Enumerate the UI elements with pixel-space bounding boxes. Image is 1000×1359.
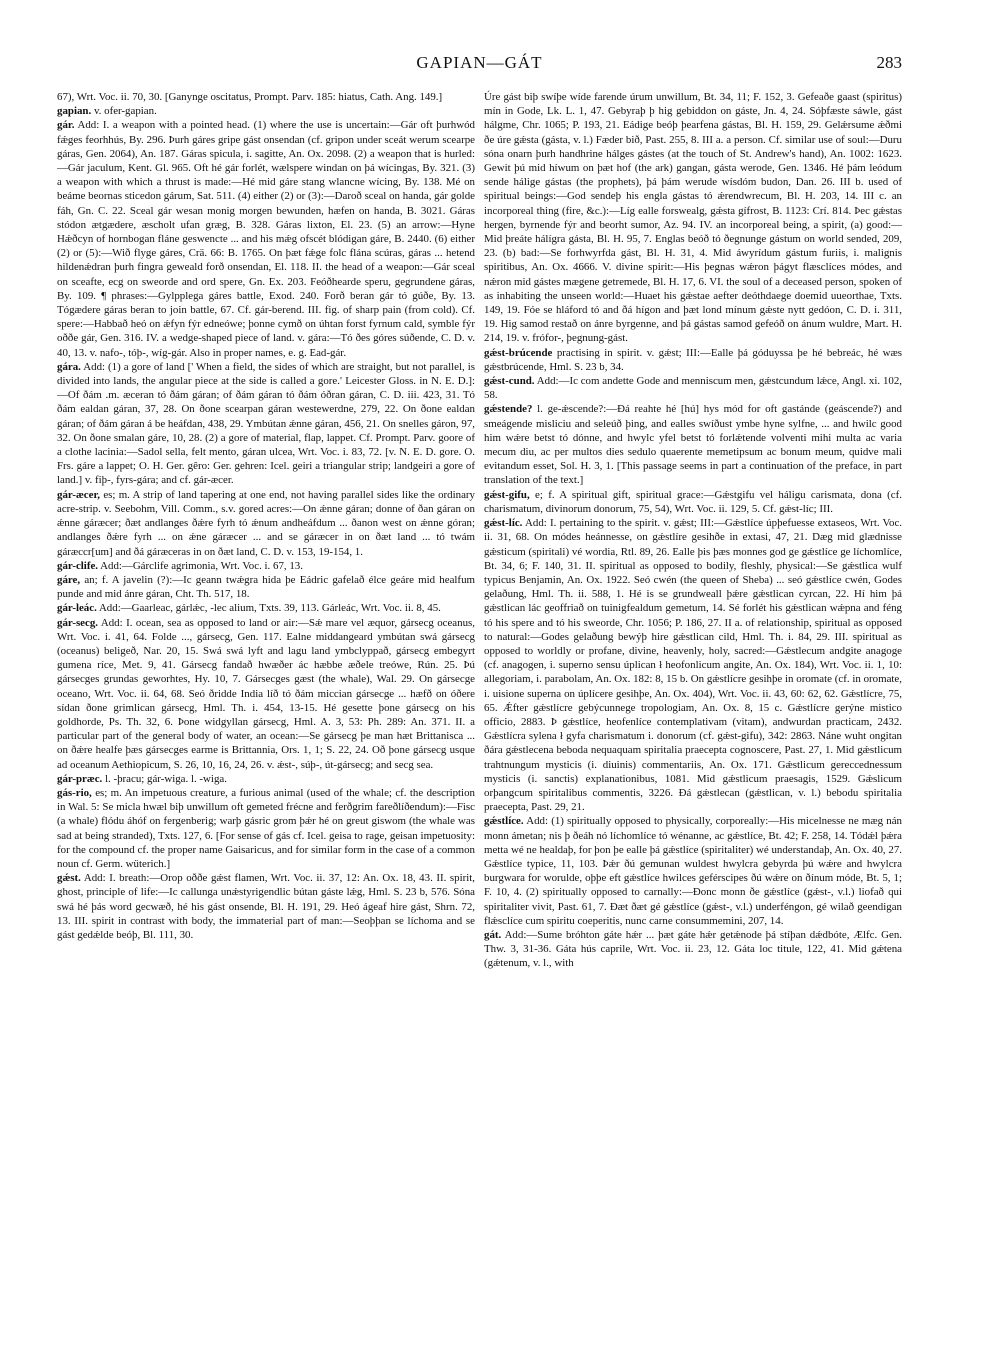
entry-text: l. -þracu; gár-wiga. l. -wiga. [105, 772, 227, 785]
entry-headword: gapian. [57, 105, 92, 118]
entry-text: e; f. A spiritual gift, spiritual grace:—Gǽstgifu vel háligu carismata, dona (cf. charismatum, divinorum donorum, 75, 54), Wrt. Voc. ii. 129, 5. Cf. gǽst-líc; III. [484, 488, 902, 515]
left-column [57, 90, 475, 1340]
dictionary-entry [57, 616, 475, 772]
entry-headword: gǽst-cund. [484, 375, 535, 388]
right-column [484, 90, 902, 1340]
entry-headword: gár-præc. [57, 772, 103, 785]
page-number: 283 [876, 53, 902, 72]
dictionary-entry [57, 104, 475, 118]
entry-headword: gár-leác. [57, 602, 97, 615]
entry-headword: gár. [57, 119, 75, 132]
entry-text: Add:—Gaarleac, gárlǽc, -lec alium, Txts. 39, 113. Gárleác, Wrt. Voc. ii. 8, 45. [98, 602, 441, 615]
entry-text: Add: I. ocean, sea as opposed to land or air:—Sǽ mare vel æquor, gársecg oceanus, Wrt. Voc. i. 41, 64. Folde ..., gársecg, Gen. 117. Ealne middangeard ymbútan swá gársecg (oceanus) beligeð, Nar. 20, 15. Swá swá lyft and lagu land ymbclyppað, gársecg embegyrt gumena ríce, Met. 9, 41. Gársecg fandað hwæðer ác hæbbe æðele treówe, Rún. 25. Þú gársecges grundas geworhtes, Hy. 10, 7. Gársecges gæst (the whale), Wal. 29. On gársecge oceano, Wrt. Voc. ii. 64, 68. Seó ðridde India líð tó ðám miccian gársecge ... hæfð on óðere sídan ðone grimlican gársecg, Hml. Th. i. 454, 13-15. Hé gesette þone gársecg on his goldhorde, Ps. Th. 32, 6. Þone widgyllan gársecg, Hml. A. 3, 53: Ph. 289: An. 371. II. a particular part of the general body of water, an ocean:—Se gársecg þe man hæt Brittanisca ... on ðǽre healfe þæs gársecges earme is Brittannia, Ors. 1, 1; S. 22, 24. Oð þone gársecg usque ad oceanum Aethiopicum, S. 26, 10, 16, 24, 26. v. ǽst-, súþ-, út-gársecg; and secg sea. [57, 616, 475, 771]
entry-text: Úre gást biþ swíþe wíde farende úrum unwillum, Bt. 34, 11; F. 152, 3. Gefeaðe gaast (spiritus) mín in Gode, Lk. L. 1, 47. Gebyraþ þ hig gebiddon on gáste, Jn. 4, 24. Sóþfæste sáwle, gást hálgme, Chr. 1065; P. 193, 21. Eádige beóþ þearfena gástas, Bl. H. 159, 29. Gelǽrsume ǽðmi ðe úre gǽsta (gásta, v. l.) Fæder bið, Past. 255, 8. III a. a person. Cf. similar use of soul:—Duru sóna onarn þurh handhrine hálges gástes (at the touch of St. Andrew's hand), An. 1002: 1623. Gewit þú mid híwum on þæt hof (the ark) gangan, gásta werode, Gen. 1346. Hé þám leódum sende hálige gástas (the prophets), þá þám werude wísdóm budon, Dan. 26. III b. used of spiritual beings:—God sendeþ his engla gástas tó ǽrendwrecum, Bl. H. 203, 14. III c. an incorporeal thing (fire, &c.):—Líg ealle forswealg, gǽsta gífrost, B. 1123: Crí. 814. Þec gǽstas hergen, byrnende fýr and beorht sumor, Az. 94. IV. an incorporeal being, a spirit, (a) good:—Mid þreáte hálígra gásta, Bl. H. 95, 7. Englas beóð tó ðegnunge gástum on world sended, 209, 23. (b) bad:—Se forhwyrfda gást, Bl. H. 31, 4. Mid áwyrídum gástum furiis, i. malignis spiritibus, An. Ox. 4666. V. divine spirit:—His þegnas wǽron þágyt flæsclíces módes, and nǽron mid gástes mægene getremede, Bl. H. 17, 6. VI. the soul of a deceased person, spoken of as inhabiting the unseen world:—Huaet his gǽstae aefter deóthdaege doemid uueorthae, Txts. 149, 19. Fóe se hláford tó and ðá hígon and þæt lond mínum gǽste nytt gedóon, C. D. i. 311, 19. Hig samod restað on ánre byrgenne, and þá gástas samod gefeóð on ánum wuldre, Mart. H. 214, 19. v. frófor-, þegnung-gást. [484, 91, 902, 345]
dictionary-entry [484, 928, 902, 971]
entry-headword: gǽst. [57, 872, 81, 885]
entry-headword: gǽstende? [484, 403, 533, 416]
running-head [57, 53, 902, 77]
dictionary-entry [57, 118, 475, 359]
dictionary-entry [57, 786, 475, 871]
entry-headword: gára. [57, 360, 81, 373]
dictionary-entry [484, 516, 902, 814]
entry-text: Add: I. a weapon with a pointed head. (1) where the use is uncertain:—Gár oft þurhwód fǽges feorhhús, By. 296. Þurh gáres gripe gást onsendan (cf. gripon under sceát werum scearpe gáras, Gen. 2064), An. 187. Gáras spicula, i. sagitte, An. Ox. 2098. (2) a weapon that is hurled:—Gár jaculum, Kent. Gl. 965. Oft hé gár forlét, wælspere windan on þá wícingas, By. 321. (3) a weapon with which a thrust is made:—Hé mid gáre stang wlancne wícing, By. 138. Mé on beáme beornas sticedon gárum, Sat. 511. (4) either (2) or (3):—Daroð sceal on handa, gár golde fáh, Gn. C. 22. Sceal gár wesan monig morgen bewunden, hæfen on handa, B. 3021. Gáras stódon ætgædere, æscholt ufan græg, B. 328. Gáras lixton, El. 23. (5) an arrow:—Hyne Hǽðcyn of hornbogan fláne geswencte ... and his mǽg ofscét blódigan gáre, B. 2440. (6) either (2) or (5):—Wið flyge gáres, Crä. 66: B. 1765. On þæt fǽge folc flána scúras, gáras ... hetend hildenǽdran þurh fingra geweald forð onsendan, El. 118. II. the head of a weapon:—Gár sceal on sceafte, ecg on sweorde and ord spere, Gn. Ex. 203. Feóðhearde speru, gegrundene gáras, By. 109. ¶ phrases:—Gylpplega gáres battle, Exod. 240. Forð beran gár tó gúðe, By. 13. Tógædere gáras beran to join battle, 67. Cf. gár-berend. III. fig. of sharp pain (from cold). Cf. spere:—Habbað heó on ǽfyn fýr edneówe; þonne cymð on úhtan forst fyrnum cald, symble fýr oððe gár, Gen. 316. IV. a wedge-shaped piece of land. v. gára:—Tó ðes góres súðende, C. D. v. 40, 13. v. nafo-, tóþ-, wíg-gár. Also in proper names, e. g. Ead-gár. [57, 119, 475, 359]
entry-text: es; m. A strip of land tapering at one end, not having parallel sides like the ordinary acre-strip. v. Seebohm, Vill. Comm., s.v. gored acres:—On ǽnne gáran; donne of ðan gáran on ǽnne gáræcer; ðæt andlanges ðǽre fyrh tó ǽnum andheáfdum ... ðanon west on ǽnne góran; andlanges ðǽre fyrh ... on ǽne gáræcer ... and se gáræcer in on ðæt land ... tó twám gáræccr[um] and ðá gáræceras in on ðæt land, C. D. v. 153, 19-154, 1. [57, 488, 475, 558]
dictionary-entry [484, 402, 902, 487]
page-title: GAPIAN—GÁT [416, 53, 543, 72]
entry-headword: gǽst-brúcende [484, 346, 553, 359]
entry-headword: gáre, [57, 573, 81, 586]
dictionary-entry [484, 814, 902, 928]
dictionary-entry [484, 374, 902, 402]
entry-headword: gár-clife. [57, 559, 99, 572]
entry-text: an; f. A javelin (?):—Ic geann twǽgra hida þe Eádric gafelað élce geáre mid healfum punde and mid ánre gáran, Cht. Th. 517, 18. [57, 573, 475, 601]
dictionary-entry [57, 601, 475, 615]
entry-text: l. ge-ǽscende?:—Ðá reahte hé [hú] hys mód for oft gastánde (geáscende?) and smeágende misliciu and seleúð þing, and ealles swíðust ymbe hyne sylfne, ... and hwilc good him wǽre betst tó dónne, and hwylc yfel betst tó forlǽtende volventi mihi multa ac varia mecum diu, ac per multos dies sedulo quaerente memetipsum ac bonum meum, quidve mali evitandum esset, Sol. H. 3, 1. [This passage seems in part a continuation of the preface, in part translation of the text.] [484, 403, 902, 487]
dictionary-entry [57, 871, 475, 942]
entry-text: 67), Wrt. Voc. ii. 70, 30. [Ganynge oscitatus, Prompt. Parv. 185: hiatus, Cath. Ang. 149.] [57, 91, 443, 103]
dictionary-entry [57, 90, 475, 104]
entry-headword: gár-secg. [57, 616, 99, 629]
dictionary-entry [484, 90, 902, 346]
entry-text: Add: I. breath:—Orop oððe gǽst flamen, Wrt. Voc. ii. 37, 12: An. Ox. 18, 43. II. spirit, ghost, principle of life:—Ic callunga unǽstyrigendlic bútan gáste lǽg, Hml. S. 23 b, 576. Sóna swá hé þás word gecwæð, hé his gást onsende, Bl. H. 191, 29. Heó ágeaf hire gást, Shrn. 72, 13. III. spirit in contrast with body, the immaterial part of man:—Seoþþan se líchoma and se gást gedǽlde beóþ, Bl. 111, 30. [57, 872, 475, 941]
entry-text: Add: (1) a gore of land [' When a field, the sides of which are straight, but not parallel, is divided into lands, the angular piece at the side is called a gore.' Leicester Gloss. in N. E. D.]:—Of ðám .m. æceran tó ðám gáran; of ðám gáran tó ðám óðran gáran, C. D. iii. 423, 31. Tó ðám ealdan gáran, 37, 28. On ðone scearpan gáran westewerdne, 279, 22. On ðone ealdan gáran; of ðám gáran á be heáfdan, 438, 29. Ymbútan ǽnne gáran, 456, 21. On snelles gáron, 97, 32. On ðone smalan gáre, 10, 28. (2) a gore of material, flap, lappet. Cf. Prompt. Parv. goore of a clothe lacinia:—Sadol sella, felt mento, gáran ulcea, Wrt. Voc. i. 83, 72. [v. N. E. D. gore. O. Frs. gáre a lappet; O. H. Ger. gêro: Ger. gehren: Icel. geiri a triangular strip; landgeiri a gore of land.] v. fiþ-, fyrs-gára; and cf. gár-æcer. [57, 360, 475, 487]
entry-headword: gǽst-líc. [484, 517, 523, 530]
dictionary-entry [57, 772, 475, 786]
entry-text: Add:—Sume bróhton gáte hǽr ... þæt gáte hǽr getǽnode þá stíþan dǽdbóte, Ælfc. Gen. Thw. 3, 31-36. Gáta hús caprile, Wrt. Voc. ii. 23, 12. Gáta loc titule, 122, 41. Mid gǽtena (gǽtenum, v. l., with [484, 928, 902, 970]
dictionary-entry [57, 360, 475, 488]
entry-text: practising in spirit. v. gǽst; III:—Ealle þá góduyssa þe hé bebreác, hé wæs gǽstbrúcende, Hml. S. 23 b, 34. [484, 346, 902, 373]
entry-headword: gát. [484, 928, 502, 941]
entry-text: Add:—Gárclife agrimonia, Wrt. Voc. i. 67, 13. [100, 559, 303, 572]
dictionary-entry [57, 488, 475, 559]
entry-text: es; m. An impetuous creature, a furious animal (used of the whale; cf. the description in Wal. 5: Se micla hwæl biþ unwillum oft gemeted frécne and ferðgrim fareðlíðendum):—Fisc (a whale) flódu áhóf on fergenberig; warþ gásric grom þǽr hé on greut giswom (the whale was sad at being stranded), Txts. 127, 6. [For sense of gás cf. Icel. geisa to rage, geisan impetuosity: for the compound cf. the proper name Gaisaricus, and for similar form in the case of a common noun cf. Germ. wüterich.] [57, 786, 475, 870]
dictionary-entry [57, 573, 475, 601]
dictionary-entry [484, 488, 902, 516]
entry-headword: gǽstlíce. [484, 815, 524, 828]
dictionary-entry [57, 559, 475, 573]
entry-headword: gás-rio, [57, 786, 92, 799]
dictionary-entry [484, 346, 902, 374]
entry-text: v. ofer-gapian. [93, 105, 157, 118]
entry-text: Add: (1) spiritually opposed to physically, corporeally:—His micelnesse ne mæg nán monn ámetan; nis þ ðeáh nó líchomlíce tó wénanne, ac gǽstlíce, Bt. 42; F. 258, 14. Tódǽl þǽra metta wé ne healdaþ, for þon þe ealle þá gǽstlíce (spiritaliter) wé understandaþ, An. Ox. 40, 27. Gǽstlíce typice, 11, 103. Þǽr ðú gemunan wuldest hwylcra gebyrda þú wǽre and hwylcra burgwara for worulde, oþþe eft gǽstlíce hwilces geférscipes ðú wǽre on ðínum móde, Bt. 5, 1; F. 10, 4. (2) spiritually opposed to carnally:—Ðonc monn ðe gǽstlíce (gǽst-, v.l.) liofað qui spiritaliter vivit, Past. 61, 7. Ðæt ðæt gé gǽstlíce (gǽst-, v.l.) underféngon, gé wilað geendigan flǽsclíce cum spiritu coeperitis, nunc carne consummemini, 207, 14. [484, 815, 902, 927]
entry-text: Add:—Ic com andette Gode and menniscum men, gǽstcundum lǽce, Angl. xi. 102, 58. [484, 375, 902, 402]
entry-text: Add: I. pertaining to the spirit. v. gǽst; III:—Gǽstlíce úpþefuesse extaseos, Wrt. Voc. ii. 31, 68. On módes heánnesse, on gǽstlíre gesihðe in extasi, 47, 21. Dæg mid glædnisse gǽsticum (spiritali) vé wordia, Rtl. 89, 26. Ealle þis þæs monnes god ge gǽstlíce ge líchomlíce, Bt. 34, 6; F. 140, 31. II. spiritual as opposed to bodily, fleshly, physical:—Se gǽstlica wulf typicus Benjamin, An. Ox. 1922. Seó cwén (the queen of Sheba) ... seó gǽstlíce cwén, Godes gelaðung, Hml. Th. ii. 588, 1. Hé is se grundweall þǽre gǽstlican cyrcan, 22. Hí him þá gǽstlican lác geoffriað on tuinigfealdum gemetum, 14. Sé forlét his gǽstlican wǽpna and féng tó his spere and tó his sweorde, Chr. 1056; P. 186, 27. II a. of relationship, spiritual as opposed to natural:—Godes gelaðung bewýþ hire gǽstlican cild, Hml. Th. i. 84, 29. III. spiritual as opposed to worldly or profane, divine, heavenly, holy, sacred:—Gǽstlecum andgite anagoge (cf. anagogen, i. superno sensu úplican ł heofonlicum angite, An. Ox. 184), Wrt. Voc. ii. 1, 10: allegoriam, i. parabolam, An. Ox. 182: 8, 15 b. On gǽstlícre gesihþe in oromate (cf. in oromate, i. uisione superna on úplícere gesihþe, An. Ox. 404), Wrt. Voc. ii. 43, 60: 62, 62. Gǽstlícre, 75, 65. Ǽfter gǽstlícre gebýcunnege tropologiam, An. Ox. 8, 15 c. Gǽstlícre gerýne mistico officio, 2883. Þ gǽstlíce, heofenlíce contemplativam (vitam), andwurdan practicam, 2432. Gǽstlícra sylena ł gyfa charismatum i. donorum (cf. gǽst-gifu), 342: 2863. Náne wuht ongitan ðára gǽstlecena beboda nequaquam spiritalia praecepta cognoscere, Past. 27, 1. Mid gǽstlicum trahtnungum mysticis (i. diuinis) commentariis, An. Ox. 171. Gǽstlicum gereccednessum mysticis (i. sanctis) explanationibus, 1081. Mid gǽstlicum praesagis, 1529. Gǽslicum orþangcum spiritalibus commentis, 3226. Ðá gǽstlecan (gǽstlican, v. l.) bebodu spiritalia praecepta, Past. 29, 21. [484, 517, 902, 814]
entry-headword: gǽst-gifu, [484, 488, 530, 501]
entry-headword: gár-æcer, [57, 488, 101, 501]
